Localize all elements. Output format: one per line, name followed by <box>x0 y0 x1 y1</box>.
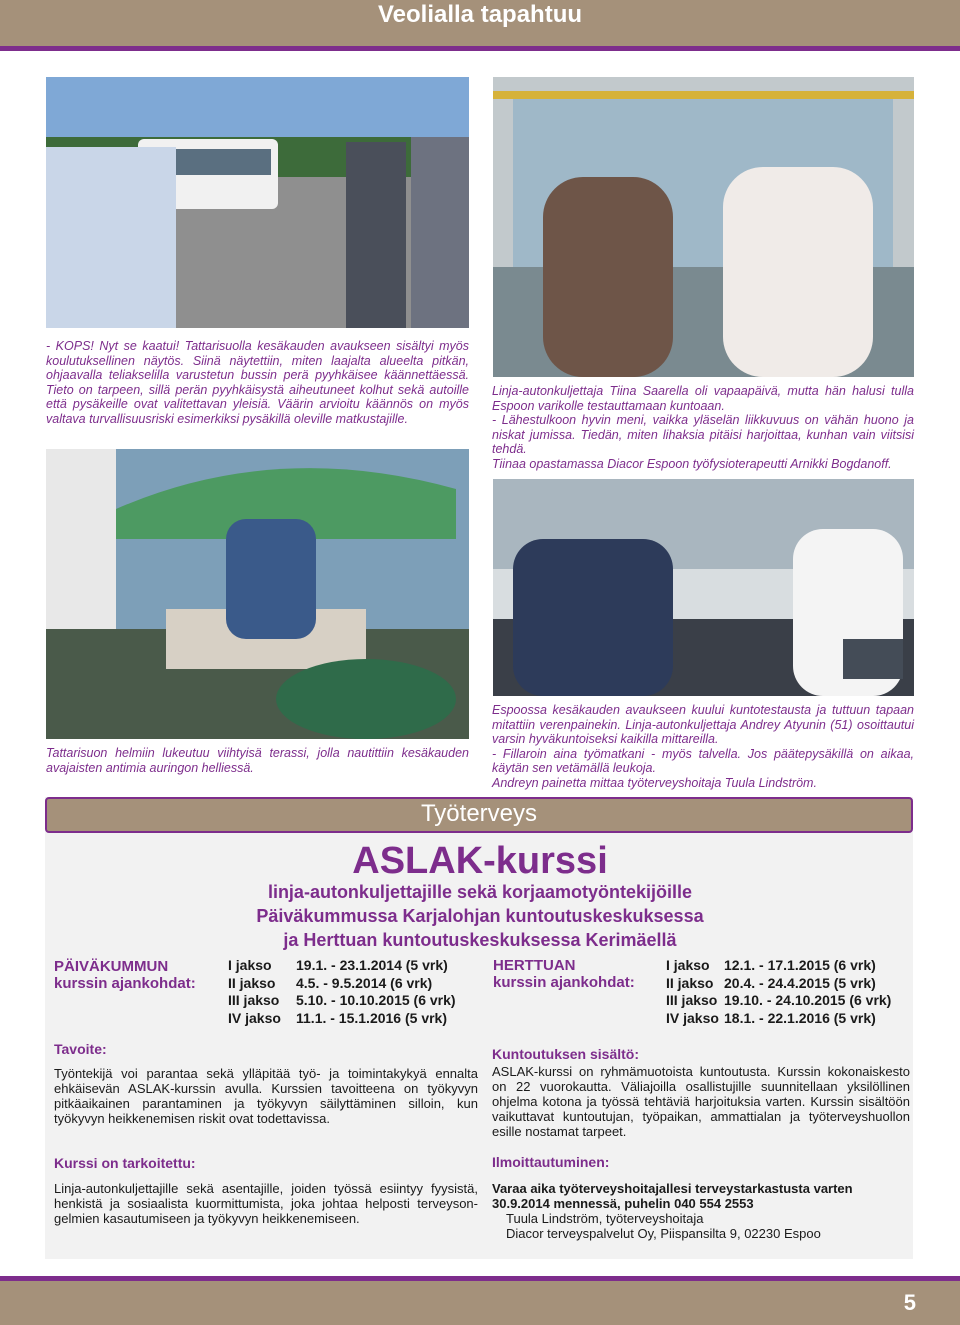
caption-text: Tattarisuon helmiin lukeutuu viihtyisä terassi, jolla nautittiin kesäkauden avajaisten antimia auringon helliessä. <box>46 746 469 775</box>
schedule-dates: 18.1. - 22.1.2016 (5 vrk) <box>724 1009 876 1026</box>
sisalto-text <box>492 1064 910 1139</box>
schedule-period: II jakso <box>666 974 714 991</box>
schedule-dates: 5.10. - 10.10.2015 (6 vrk) <box>296 992 456 1008</box>
caption-text: - Fillaroin aina työmatkani - myös talvella. Jos päätepysäkillä on aikaa, käytän sen vetämällä leukoja. <box>492 746 914 776</box>
body-text: Linja-autonkuljettajille sekä asentajille, joiden työssä esiintyy fyysistä, henkistä ja sosiaalista kuormittumista, joka johtaa helposti terveyson-gelmien kasautumiseen ja työkyvyn heikkenemiseen. <box>54 1181 478 1226</box>
caption-stretch <box>492 384 914 472</box>
blood-pressure-photo <box>493 479 914 696</box>
page-title: Veolialla tapahtuu <box>377 1 583 28</box>
schedule-period: III jakso <box>228 992 280 1008</box>
body-text: Työntekijä voi parantaa sekä ylläpitää työ- ja toimintakykyä ennalta ehkäisevän ASLAK-kurssin avulla. Kurssien tavoitteena on työkyvyn pitkäaikainen parantaminen ja työkyvyn säilyttäminen silloin, kun työkyvyn heikkenemisen riskit ovat todettavissa. <box>54 1066 478 1126</box>
schedule-period: II jakso <box>228 974 276 991</box>
schedule-period: IV jakso <box>228 1009 281 1026</box>
schedule-period: III jakso <box>666 992 718 1008</box>
schedule-dates: 20.4. - 24.4.2015 (5 vrk) <box>724 974 876 991</box>
schedule-dates: 11.1. - 15.1.2016 (5 vrk) <box>296 1009 447 1026</box>
schedule-row <box>228 1010 456 1028</box>
schedule-dates: 19.10. - 24.10.2015 (6 vrk) <box>724 992 892 1008</box>
course-subtitle-3: ja Herttuan kuntoutuskeskuksessa Kerimäellä <box>283 930 677 950</box>
sisalto-heading: Kuntoutuksen sisältö: <box>492 1046 640 1062</box>
registration-address: Diacor terveyspalvelut Oy, Piispansilta 9, 02230 Espoo <box>506 1226 821 1241</box>
caption-text: Linja-autonkuljettaja Tiina Saarella oli vapaapäivä, mutta hän halusi tulla Espoon varikolle testauttamaan kuntoaan. <box>492 384 914 413</box>
caption-text: Espoossa kesäkauden avaukseen kuului kuntotestausta ja tuttuun tapaan mitattiin verenpainekin. Linja-autonkuljettaja Andrey Atyunin (51) osoittautui varsin hyväkuntoiseksi kaikilla mittareilla. <box>492 703 914 747</box>
caption-text: - KOPS! Nyt se kaatui! Tattarisuolla kesäkauden avaukseen sisältyi myös koulutuksellinen näytös. Siinä näytettiin, miten laajalta alueelta pitkän, ohjaavalla teliakselilla varustetun bussin perä pyyhkäisee käännettäessä. Tieto on tarpeen, sillä perän pyyhkäisystä aiheutuneet kolhut sekä autoille että pysäkeille ovat valitettavan yleisiä. Väärin arvioitu käännös on myös valtava turvallisuusriski esimerkiksi pysäkillä oleville matkustajille. <box>46 339 469 426</box>
schedule-row <box>666 957 891 975</box>
body-text: ASLAK-kurssi on ryhmämuotoista kuntoutusta. Kurssin kokonaiskesto on 22 vuorokautta. Väliajoilla osallistujille suunnitellaan yksilöllinen ohjelma kotona ja työssä tehtäviä harjoituksia varten. Kurssin sisältöön vaikuttavat kuntoutujan, työpaikan, ammattialan ja työterveyshuollon esille nostamat tarpeet. <box>492 1064 910 1139</box>
terrace-photo <box>46 449 469 739</box>
caption-blood-pressure <box>492 703 914 791</box>
schedule-row <box>666 1010 891 1028</box>
tavoite-text <box>54 1066 478 1126</box>
registration-deadline: Varaa aika työterveyshoitajallesi terveystarkastusta varten 30.9.2014 mennessä, puhelin 040 554 2553 <box>492 1181 853 1211</box>
header-bar <box>0 0 960 51</box>
course-subtitle-1: linja-autonkuljettajille sekä korjaamotyöntekijöille <box>267 882 693 902</box>
caption-text: Tiinaa opastamassa Diacor Espoon työfysioterapeutti Arnikki Bogdanoff. <box>492 456 892 471</box>
schedule-row <box>228 975 456 993</box>
caption-text: - Lähestulkoon hyvin meni, vaikka yläselän liikkuvuus on vähän huono ja niskat jumissa. Tiedän, miten lihaksia pitäisi harjoittaa, kunhan vain viitsisi tehdä. <box>492 413 914 457</box>
tarkoitettu-text <box>54 1181 478 1226</box>
schedule-row <box>666 992 891 1010</box>
label-line: kurssin ajankohdat: <box>493 974 635 991</box>
label-line: HERTTUAN <box>493 957 576 974</box>
schedule-row <box>228 957 456 975</box>
schedule-dates: 19.1. - 23.1.2014 (5 vrk) <box>296 957 448 973</box>
course-subtitle-2: Päiväkummussa Karjalohjan kuntoutuskeskuksessa <box>256 906 704 926</box>
schedule-row <box>228 992 456 1010</box>
panel-heading <box>45 797 913 833</box>
bus-stretch-photo <box>493 77 914 377</box>
tavoite-heading: Tavoite: <box>54 1041 107 1057</box>
schedule-dates: 4.5. - 9.5.2014 (6 vrk) <box>296 974 433 991</box>
caption-text: Andreyn painetta mittaa työterveyshoitaja Tuula Lindström. <box>492 775 817 790</box>
panel-heading-text: Työterveys <box>420 800 538 827</box>
schedule-period: I jakso <box>666 957 710 973</box>
label-line: kurssin ajankohdat: <box>54 975 196 992</box>
label-line: PÄIVÄKUMMUN <box>54 958 169 975</box>
course-title: ASLAK-kurssi <box>352 840 608 882</box>
schedule-period: IV jakso <box>666 1009 719 1026</box>
paivakummun-label <box>54 958 196 992</box>
page-number: 5 <box>903 1290 916 1315</box>
bus-yard-photo <box>46 77 469 328</box>
herttuan-schedule <box>666 957 891 1027</box>
tarkoitettu-heading: Kurssi on tarkoitettu: <box>54 1155 196 1171</box>
paivakummun-schedule <box>228 957 456 1027</box>
schedule-dates: 12.1. - 17.1.2015 (6 vrk) <box>724 957 876 973</box>
caption-terrace <box>46 746 469 775</box>
footer-bar <box>0 1276 960 1325</box>
schedule-row <box>666 975 891 993</box>
schedule-period: I jakso <box>228 957 272 973</box>
ilmoittautuminen-heading: Ilmoittautuminen: <box>492 1154 610 1170</box>
caption-bus-yard <box>46 339 469 427</box>
registration-contact: Tuula Lindström, työterveyshoitaja <box>506 1211 704 1226</box>
herttuan-label <box>493 957 635 991</box>
